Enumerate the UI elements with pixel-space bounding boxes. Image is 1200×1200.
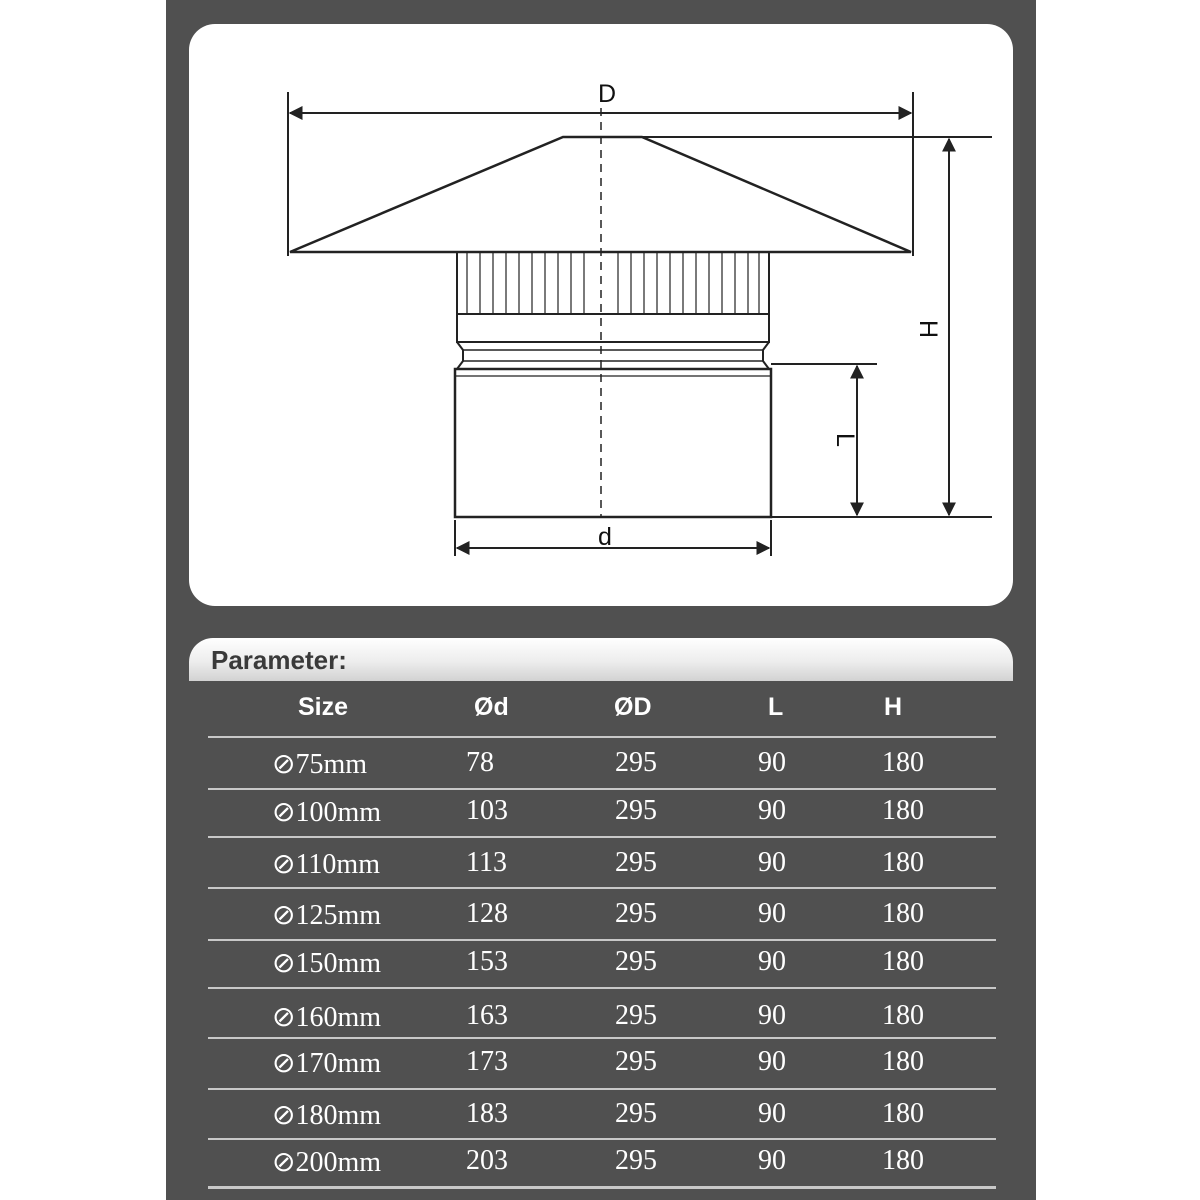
- parameter-title: Parameter:: [211, 645, 347, 675]
- table-rule: [208, 1088, 996, 1090]
- inner-diameter-cell: 173: [466, 1046, 508, 1077]
- size-cell: ⊘100mm: [272, 797, 382, 828]
- outer-diameter-cell: 295: [615, 1145, 657, 1176]
- size-cell: ⊘200mm: [272, 1147, 382, 1178]
- collar-band: [457, 314, 769, 342]
- height-cell: 180: [882, 1000, 924, 1031]
- outer-diameter-cell: 295: [615, 946, 657, 977]
- column-header-outer-diameter: ØD: [614, 693, 652, 721]
- table-rule: [208, 1138, 996, 1140]
- column-header-inner-diameter: Ød: [474, 693, 509, 721]
- length-label: L: [831, 433, 859, 447]
- parameter-header: [189, 638, 1013, 681]
- chimney-cap-drawing: [189, 24, 1013, 606]
- column-header-height: H: [884, 693, 903, 721]
- inner-diameter-cell: 128: [466, 898, 508, 929]
- height-cell: 180: [882, 1145, 924, 1176]
- height-label: H: [914, 319, 942, 339]
- length-cell: 90: [758, 1145, 786, 1176]
- column-header-size: Size: [298, 693, 349, 721]
- size-cell: ⊘125mm: [272, 900, 382, 931]
- table-rule: [208, 1186, 996, 1189]
- outer-diameter-cell: 295: [615, 1046, 657, 1077]
- size-cell: ⊘110mm: [272, 849, 380, 880]
- size-cell: ⊘170mm: [272, 1048, 382, 1079]
- length-cell: 90: [758, 847, 786, 878]
- table-rule: [208, 736, 996, 738]
- height-cell: 180: [882, 898, 924, 929]
- inner-diameter-label: d: [598, 523, 612, 551]
- size-cell: ⊘180mm: [272, 1100, 382, 1131]
- length-cell: 90: [758, 747, 786, 778]
- size-cell: ⊘150mm: [272, 948, 382, 979]
- neck-taper: [457, 342, 769, 369]
- outer-diameter-cell: 295: [615, 898, 657, 929]
- length-cell: 90: [758, 898, 786, 929]
- height-cell: 180: [882, 747, 924, 778]
- diagram-card: [189, 24, 1013, 606]
- outer-diameter-cell: 295: [615, 1000, 657, 1031]
- outer-diameter-cell: 295: [615, 1098, 657, 1129]
- length-cell: 90: [758, 1000, 786, 1031]
- outer-diameter-cell: 295: [615, 847, 657, 878]
- inner-diameter-cell: 113: [466, 847, 507, 878]
- rib-lines: [467, 252, 759, 314]
- length-cell: 90: [758, 795, 786, 826]
- table-rule: [208, 987, 996, 989]
- height-cell: 180: [882, 1098, 924, 1129]
- inner-diameter-cell: 103: [466, 795, 508, 826]
- height-cell: 180: [882, 946, 924, 977]
- size-cell: ⊘75mm: [272, 749, 368, 780]
- pipe-body: [455, 369, 771, 517]
- inner-diameter-cell: 183: [466, 1098, 508, 1129]
- height-cell: 180: [882, 847, 924, 878]
- table-rule: [208, 887, 996, 889]
- column-header-length: L: [768, 693, 784, 721]
- table-rule: [208, 1037, 996, 1039]
- length-cell: 90: [758, 1046, 786, 1077]
- inner-diameter-cell: 153: [466, 946, 508, 977]
- inner-diameter-cell: 203: [466, 1145, 508, 1176]
- table-rule: [208, 788, 996, 790]
- outer-diameter-cell: 295: [615, 795, 657, 826]
- outer-diameter-label: D: [597, 80, 617, 108]
- height-cell: 180: [882, 1046, 924, 1077]
- table-rule: [208, 836, 996, 838]
- inner-diameter-cell: 163: [466, 1000, 508, 1031]
- table-rule: [208, 939, 996, 941]
- length-cell: 90: [758, 1098, 786, 1129]
- outer-diameter-cell: 295: [615, 747, 657, 778]
- size-cell: ⊘160mm: [272, 1002, 382, 1033]
- inner-diameter-cell: 78: [466, 747, 494, 778]
- height-cell: 180: [882, 795, 924, 826]
- length-cell: 90: [758, 946, 786, 977]
